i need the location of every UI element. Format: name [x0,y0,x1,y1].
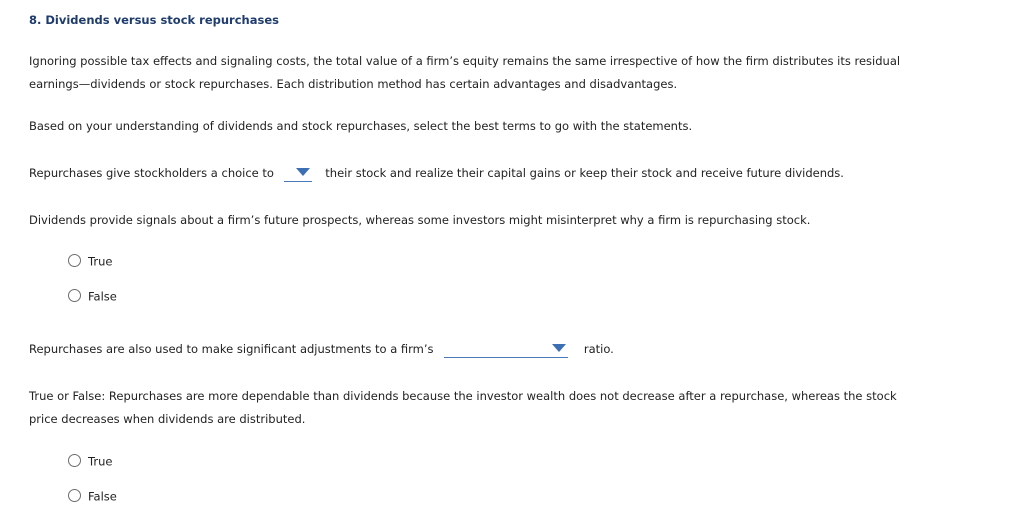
intro-line-1: Ignoring possible tax effects and signaling costs, the total value of a firm’s equity remains the same irrespective of how the firm distributes its residual [29,54,901,68]
intro-paragraph [29,50,969,96]
q1-text-after: their stock and realize their capital gains or keep their stock and receive future dividends. [325,166,844,180]
q2-option-true-label: True [88,254,113,269]
radio-button-icon[interactable] [68,254,81,267]
question-3 [29,339,614,359]
q3-choice-dropdown[interactable] [444,339,568,358]
question-title: 8. Dividends versus stock repurchases [29,13,279,27]
radio-button-icon[interactable] [68,489,81,502]
q4-option-false[interactable] [68,488,117,504]
q4-option-false-label: False [88,489,117,504]
q4-line-2: price decreases when dividends are distributed. [29,412,306,426]
chevron-down-icon [552,344,566,352]
q4-option-true[interactable] [68,453,112,469]
q1-choice-dropdown[interactable] [284,163,312,182]
q3-text-before: Repurchases are also used to make significant adjustments to a firm’s [29,342,434,356]
q4-line-1: True or False: Repurchases are more dependable than dividends because the investor wealth does not decrease after a repurchase, whereas the stock [29,389,897,403]
q3-text-after: ratio. [583,342,614,356]
q2-option-false-label: False [88,289,117,304]
q1-text-before: Repurchases give stockholders a choice to [29,166,274,180]
question-2-statement: Dividends provide signals about a firm’s future prospects, whereas some investors might misinterpret why a firm is repurchasing stock. [29,213,811,227]
q4-option-true-label: True [88,454,113,469]
instruction-text: Based on your understanding of dividends and stock repurchases, select the best terms to go with the statements. [29,119,693,133]
q2-option-true[interactable] [68,253,112,269]
radio-button-icon[interactable] [68,289,81,302]
q2-option-false[interactable] [68,288,117,304]
question-4-statement [29,385,969,431]
question-1 [29,163,844,183]
intro-line-2: earnings—dividends or stock repurchases. Each distribution method has certain advantages and disadvantages. [29,77,678,91]
chevron-down-icon [296,168,310,176]
radio-button-icon[interactable] [68,454,81,467]
